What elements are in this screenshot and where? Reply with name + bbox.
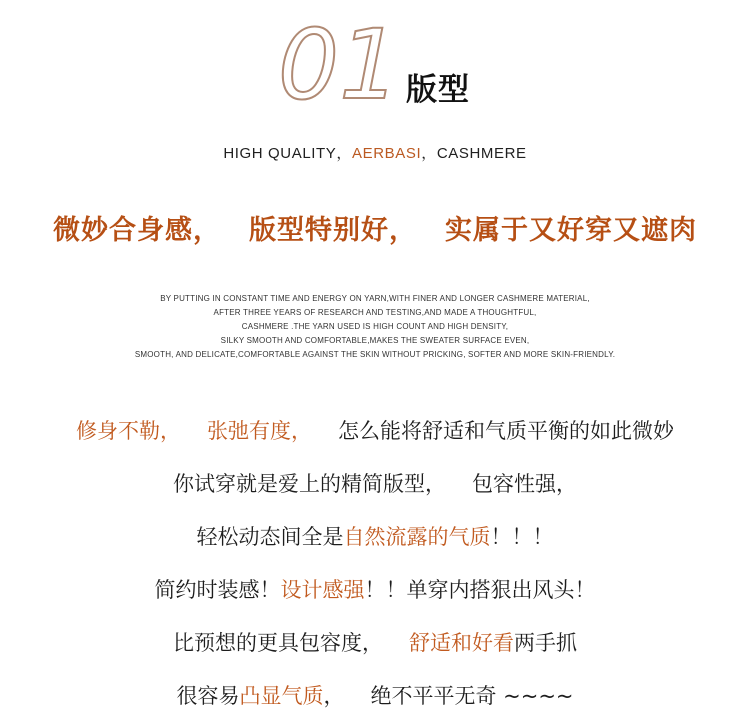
english-line: SMOOTH, AND DELICATE,COMFORTABLE AGAINST THE SKIN WITHOUT PRICKING, SOFTER AND MORE SKIN-FRIENDLY. bbox=[134, 350, 616, 359]
body-line-5 bbox=[0, 617, 750, 670]
subtitle-brand: AERBASI bbox=[352, 145, 422, 162]
headline-segment-1: 微妙合身感， bbox=[53, 215, 221, 246]
body-text: 怎么能将舒适和气质平衡的如此微妙 bbox=[338, 419, 674, 443]
body-text: 很容易 bbox=[176, 684, 240, 708]
english-line: AFTER THREE YEARS OF RESEARCH AND TESTING,AND MADE A THOUGHTFUL, bbox=[213, 308, 537, 317]
body-text: 两手抓 bbox=[514, 631, 577, 655]
body-text: ， bbox=[323, 684, 345, 708]
headline bbox=[0, 208, 750, 247]
english-line: CASHMERE .THE YARN USED IS HIGH COUNT AND HIGH DENSITY, bbox=[241, 322, 509, 331]
headline-segment-3: 实属于又好穿又遮肉 bbox=[445, 215, 697, 246]
body-line-1 bbox=[0, 405, 750, 458]
subtitle bbox=[0, 142, 750, 163]
english-paragraph bbox=[0, 292, 750, 362]
subtitle-quality: HIGH QUALITY， bbox=[223, 145, 352, 162]
subtitle-material: ，CASHMERE bbox=[421, 145, 527, 162]
body-line-3 bbox=[0, 511, 750, 564]
body-line-4 bbox=[0, 564, 750, 617]
highlight-text: 张弛有度， bbox=[207, 419, 312, 443]
body-line-6 bbox=[0, 670, 750, 723]
english-line: BY PUTTING IN CONSTANT TIME AND ENERGY ON YARN,WITH FINER AND LONGER CASHMERE MATERIAL, bbox=[160, 294, 590, 303]
highlight-text: 凸显气质 bbox=[239, 684, 324, 708]
body-text: 轻松动态间全是 bbox=[196, 525, 344, 549]
body-text: 比预想的更具包容度， bbox=[173, 631, 383, 655]
headline-segment-2: 版型特别好， bbox=[249, 215, 417, 246]
body-text: ！！！ bbox=[490, 525, 554, 549]
section-number bbox=[270, 12, 410, 112]
highlight-text: 自然流露的气质 bbox=[343, 525, 491, 549]
highlight-text: 舒适和好看 bbox=[409, 631, 514, 655]
section-title: 版型 bbox=[406, 72, 470, 108]
highlight-text: 修身不勒， bbox=[76, 419, 181, 443]
chinese-body bbox=[0, 405, 750, 723]
body-line-2 bbox=[0, 458, 750, 511]
section-number-text: 01 bbox=[278, 12, 401, 112]
highlight-text: 设计感强 bbox=[280, 578, 365, 602]
body-text: 绝不平平无奇 ~~~~ bbox=[370, 684, 574, 708]
body-text: 包容性强， bbox=[472, 472, 577, 496]
body-text: 简约时装感！ bbox=[154, 578, 281, 602]
english-line: SILKY SMOOTH AND COMFORTABLE,MAKES THE SWEATER SURFACE EVEN, bbox=[220, 336, 530, 345]
body-text: 你试穿就是爱上的精简版型， bbox=[173, 472, 446, 496]
body-text: ！！单穿内搭狠出风头！ bbox=[364, 578, 596, 602]
